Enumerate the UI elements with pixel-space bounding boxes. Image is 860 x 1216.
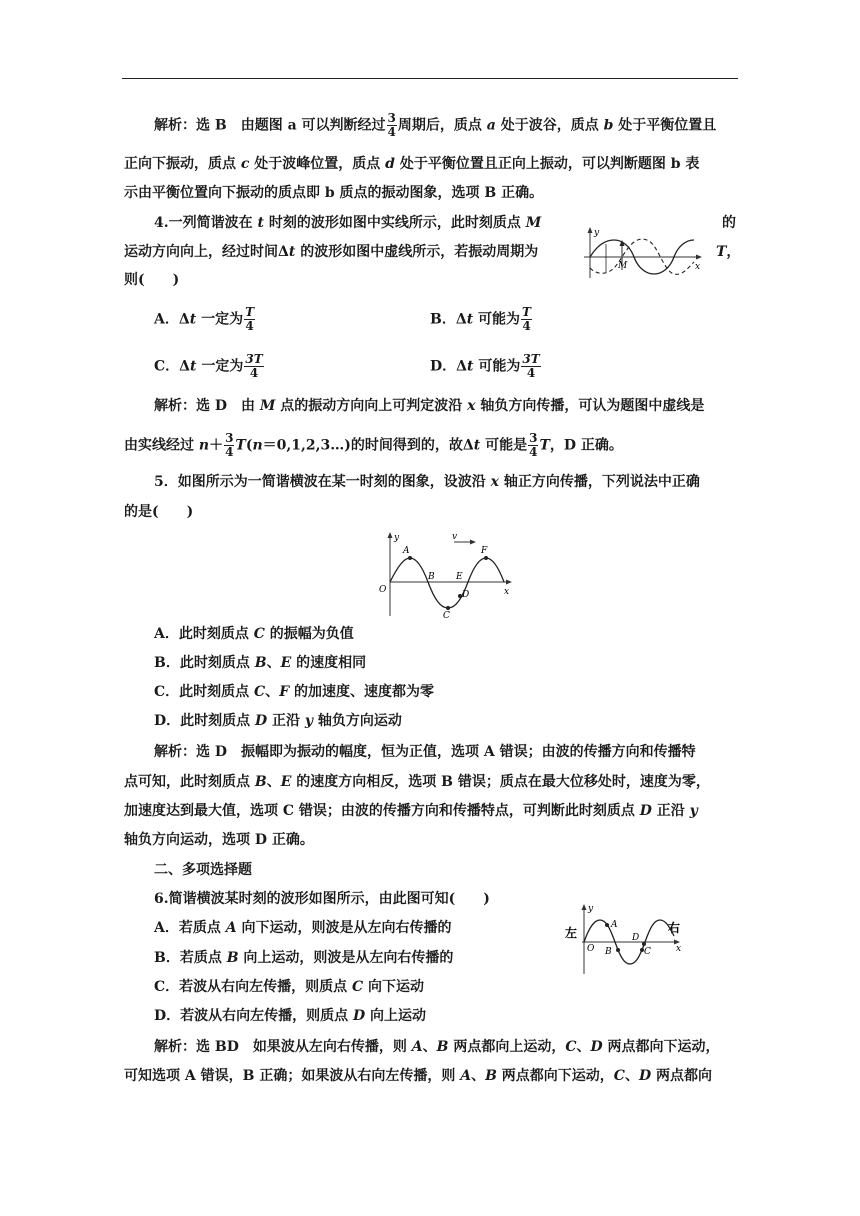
x-axis-label: x: [676, 944, 682, 954]
q5-stem-line-1: 5．如图所示为一简谐横波在某一时刻的图象，设波沿 x 轴正方向传播，下列说法中正确: [154, 474, 700, 490]
q4-stem-line-1-end: 的: [722, 215, 736, 231]
q4-option-d: D．Δt 可能为 $\frac{3T}{4}$: [430, 352, 540, 380]
point-a: [605, 923, 609, 927]
y-axis-label: y: [594, 228, 600, 238]
point-c-label: C: [644, 947, 651, 957]
y-axis-label: y: [588, 904, 594, 914]
point-f: [484, 556, 488, 560]
q5-analysis-line-1: 解析：选 D 振幅即为振动的幅度，恒为正值，选项 A 错误；由波的传播方向和传播特: [154, 744, 696, 760]
right-direction-label: 右: [668, 921, 681, 935]
q5-stem-line-2: 的是( ): [124, 504, 194, 520]
point-d-label: D: [632, 933, 640, 943]
waveform: [390, 558, 504, 608]
q4-analysis-line-2: 由实线经过 n＋ $\frac{3}{4}$ T(n＝0,1,2,3…)的时间得到的，故Δt 可能是 $\frac{3}{4}$ T，D 正确。: [124, 431, 623, 459]
point-b: [616, 948, 620, 952]
q4-option-b: B．Δt 可能为 $\frac{T}{4}$: [430, 305, 531, 333]
q3-analysis-line-2: 正向下振动，质点 c 处于波峰位置，质点 d 处于平衡位置且正向上振动，可以判断题图 b 表: [124, 156, 700, 172]
point-d: [642, 942, 646, 946]
x-axis-label: x: [695, 262, 701, 272]
velocity-label: v: [452, 532, 458, 542]
point-e-label: E: [456, 572, 463, 582]
x-axis-arrow: [506, 580, 512, 585]
q6-option-b: B．若质点 B 向上运动，则波是从左向右传播的: [154, 950, 454, 966]
q4-stem-line-1: 4.一列简谐波在 t 时刻的波形如图中实线所示，此时刻质点 M: [154, 215, 542, 231]
point-c-label: C: [443, 611, 450, 620]
point-d-label: D: [462, 590, 470, 600]
q5-option-a: A．此时刻质点 C 的振幅为负值: [154, 626, 354, 642]
y-axis-arrow: [582, 904, 587, 910]
q4-analysis-line-1: 解析：选 D 由 M 点的振动方向向上可判定波沿 x 轴负方向传播，可认为题图中虚线是: [154, 398, 705, 414]
point-m-label: M: [618, 261, 628, 271]
q3-analysis-line-3: 示由平衡位置向下振动的质点即 b 质点的振动图象，选项 B 正确。: [124, 185, 544, 201]
point-a: [408, 556, 412, 560]
velocity-arrowhead: [470, 540, 476, 545]
q5-wave-figure: [372, 528, 518, 620]
point-a-label: A: [611, 920, 618, 930]
fraction-t-over-4: $\frac{T}{4}$: [522, 305, 531, 333]
fraction-3t-over-4: $\frac{3T}{4}$: [245, 352, 263, 380]
y-axis-arrow: [388, 532, 393, 538]
q6-option-c: C．若波从右向左传播，则质点 C 向下运动: [154, 979, 425, 995]
origin-label: O: [379, 585, 387, 595]
q4-wave-figure: [578, 224, 710, 280]
q4-stem-line-2: 运动方向向上，经过时间Δt 的波形如图中虚线所示，若振动周期为: [124, 244, 539, 260]
q6-wave-figure: [562, 900, 688, 976]
fraction-three-quarters: $\frac{3}{4}$: [387, 111, 396, 139]
q6-option-a: A．若质点 A 向下运动，则波是从左向右传播的: [154, 920, 452, 936]
fraction-three-quarters: $\frac{3}{4}$: [529, 431, 538, 459]
q5-option-b: B．此时刻质点 B、E 的速度相同: [154, 655, 367, 671]
x-axis-label: x: [504, 587, 510, 597]
point-b-label: B: [428, 572, 435, 582]
q5-analysis-line-4: 轴负方向运动，选项 D 正确。: [124, 832, 314, 848]
q4-option-c: C．Δt 一定为 $\frac{3T}{4}$: [154, 352, 263, 380]
fraction-t-over-4: $\frac{T}{4}$: [245, 305, 255, 333]
q6-stem: 6.简谐横波某时刻的波形如图所示，由此图可知( ): [154, 891, 490, 907]
x-axis-arrow: [696, 255, 702, 260]
fraction-3t-over-4: $\frac{3T}{4}$: [522, 352, 540, 380]
q5-analysis-line-3: 加速度达到最大值，选项 C 错误；由波的传播方向和传播特点，可判断此时刻质点 D 正沿 y: [124, 803, 698, 819]
y-axis-arrow: [588, 227, 593, 233]
left-direction-label: 左: [565, 926, 578, 940]
origin-label: O: [587, 944, 595, 954]
header-rule: [122, 78, 738, 79]
q4-stem-line-2-end: T，: [716, 244, 741, 260]
point-f-label: F: [481, 546, 488, 556]
q4-option-a: A．Δt 一定为 $\frac{T}{4}$: [154, 305, 255, 333]
q6-analysis-line-1: 解析：选 BD 如果波从左向右传播，则 A、B 两点都向上运动，C、D 两点都向下运动，: [154, 1039, 720, 1055]
point-c: [446, 606, 450, 610]
q5-option-d: D．此时刻质点 D 正沿 y 轴负方向运动: [154, 713, 402, 729]
fraction-three-quarters: $\frac{3}{4}$: [225, 431, 234, 459]
point-a-label: A: [403, 546, 410, 556]
section-heading-multiple-choice: 二、多项选择题: [154, 862, 252, 878]
point-b-label: B: [605, 947, 612, 957]
q6-analysis-line-2: 可知选项 A 错误，B 正确；如果波从右向左传播，则 A、B 两点都向下运动，C、D 两点都向: [124, 1068, 712, 1084]
q5-analysis-line-2: 点可知，此时刻质点 B、E 的速度方向相反，选项 B 错误；质点在最大位移处时，速度为零，: [124, 774, 710, 790]
y-axis-label: y: [394, 533, 400, 543]
q6-option-d: D．若波从右向左传播，则质点 D 向上运动: [154, 1008, 427, 1024]
q4-stem-line-3: 则( ): [124, 272, 180, 288]
q5-option-c: C．此时刻质点 C、F 的加速度、速度都为零: [154, 684, 435, 700]
q3-analysis-line-1: 解析：选 B 由题图 a 可以判断经过 $\frac{3}{4}$ 周期后，质点 a 处于波谷，质点 b 处于平衡位置且: [154, 111, 717, 139]
